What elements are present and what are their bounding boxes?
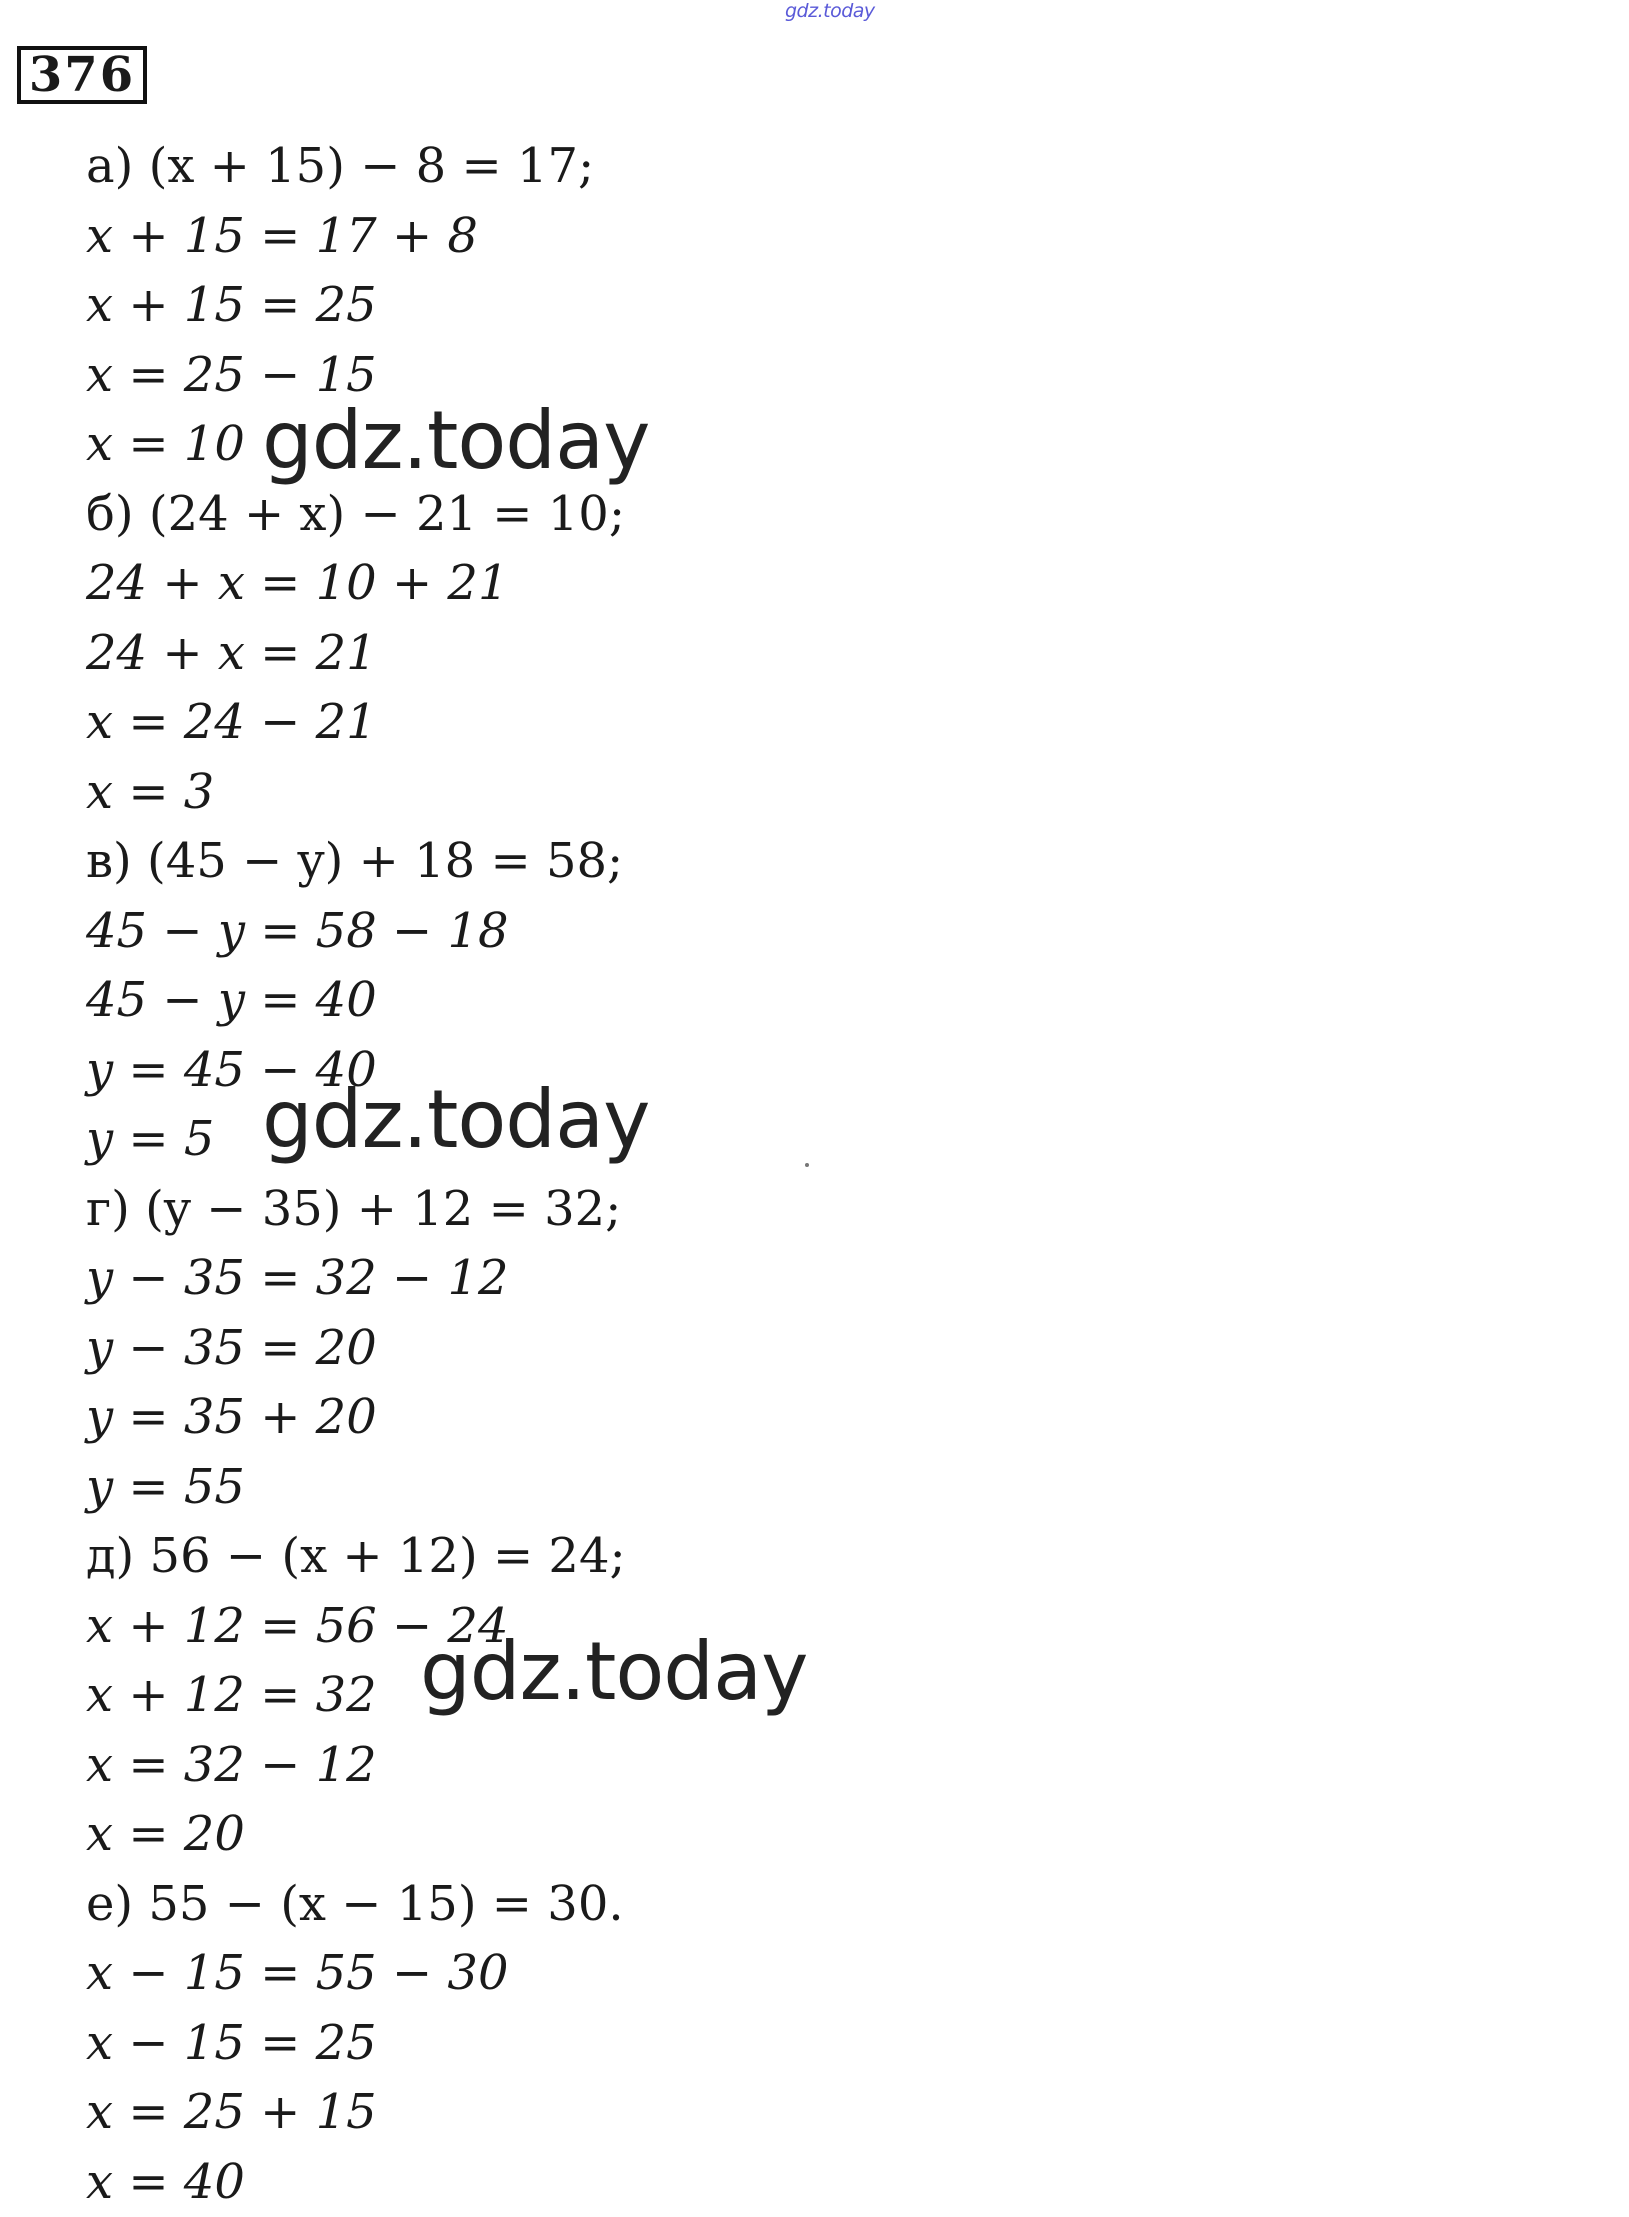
solution-line: x + 15 = 25 <box>86 271 986 341</box>
solution-line: x + 12 = 32 <box>86 1661 986 1731</box>
solution-line: y = 35 + 20 <box>86 1383 986 1453</box>
task-e-line: е) 55 − (x − 15) = 30. <box>86 1870 986 1940</box>
solution-line: x − 15 = 55 − 30 <box>86 1939 986 2009</box>
solution-line: y = 5 <box>86 1105 986 1175</box>
solution-line: 45 − y = 40 <box>86 966 986 1036</box>
solution-line: x = 40 <box>86 2148 986 2217</box>
solution-line: x = 25 − 15 <box>86 341 986 411</box>
solution-line: y − 35 = 32 − 12 <box>86 1244 986 1314</box>
watermark-gdz-today: gdz.today <box>262 1080 649 1160</box>
task-a-line: а) (x + 15) − 8 = 17; <box>86 132 986 202</box>
solution-line: x = 32 − 12 <box>86 1731 986 1801</box>
solution-line: x = 10 <box>86 410 986 480</box>
stray-dot <box>805 1163 809 1167</box>
watermark-gdz-today: gdz.today <box>420 1632 807 1712</box>
watermark-gdz-today: gdz.today <box>262 401 649 481</box>
task-d-line: д) 56 − (x + 12) = 24; <box>86 1522 986 1592</box>
task-v-line: в) (45 − y) + 18 = 58; <box>86 827 986 897</box>
problem-number: 376 <box>17 46 147 104</box>
task-g-line: г) (y − 35) + 12 = 32; <box>86 1175 986 1245</box>
solution-line: 45 − y = 58 − 18 <box>86 897 986 967</box>
solution-line: x = 3 <box>86 758 986 828</box>
solution-line: x = 20 <box>86 1800 986 1870</box>
solution-line: x − 15 = 25 <box>86 2009 986 2079</box>
solution-line: y − 35 = 20 <box>86 1314 986 1384</box>
solution-line: x = 25 + 15 <box>86 2078 986 2148</box>
solution-line: 24 + x = 10 + 21 <box>86 549 986 619</box>
task-b-line: б) (24 + x) − 21 = 10; <box>86 480 986 550</box>
solution-line: x + 12 = 56 − 24 <box>86 1592 986 1662</box>
solution-line: y = 45 − 40 <box>86 1036 986 1106</box>
top-watermark: gdz.today <box>785 0 875 22</box>
solution-line: 24 + x = 21 <box>86 619 986 689</box>
solution-line: x + 15 = 17 + 8 <box>86 202 986 272</box>
solution-line: x = 24 − 21 <box>86 688 986 758</box>
solution-line: y = 55 <box>86 1453 986 1523</box>
